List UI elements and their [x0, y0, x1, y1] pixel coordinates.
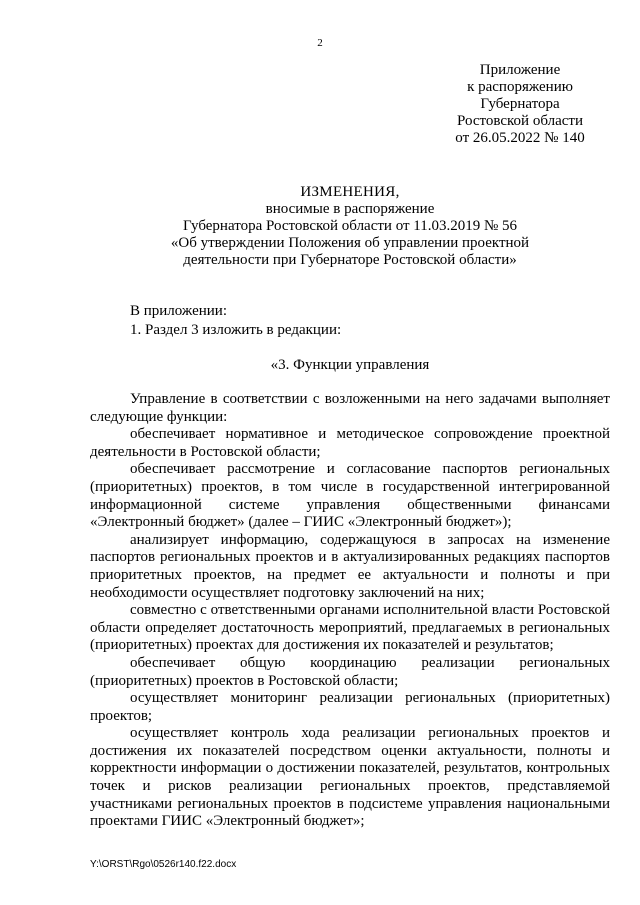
document-title-block — [90, 184, 610, 269]
title-line: деятельности при Губернаторе Ростовской области» — [183, 252, 517, 268]
appendix-line: к распоряжению — [467, 79, 573, 95]
appendix-line: Губернатора — [480, 96, 560, 112]
body-text — [90, 391, 610, 831]
appendix-line: Ростовской области — [457, 113, 583, 129]
paragraph: обеспечивает общую координацию реализации региональных (приоритетных) проектов в Ростовской области; — [90, 654, 610, 689]
paragraph: обеспечивает рассмотрение и согласование паспортов региональных (приоритетных) проектов, в том числе в государственной интегрированной информационной системе управления общественными финансами «Электронный бюджет» (далее – ГИИС «Электронный бюджет»); — [90, 461, 610, 531]
title-line: Губернатора Ростовской области от 11.03.2019 № 56 — [182, 218, 518, 234]
paragraph: анализирует информацию, содержащуюся в запросах на изменение паспортов региональных проектов и в актуализированных редакциях паспортов приоритетных проектов, на предмет ее актуальности и полноты и при необходимости осуществляет подготовку заключений на них; — [90, 531, 610, 601]
appendix-block — [440, 62, 600, 147]
appendix-line: от 26.05.2022 № 140 — [455, 130, 585, 146]
intro-line: В приложении: — [130, 303, 227, 319]
intro-block — [90, 302, 610, 340]
title-line: вносимые в распоряжение — [265, 201, 435, 217]
paragraph: обеспечивает нормативное и методическое сопровождение проектной деятельности в Ростовской области; — [90, 426, 610, 460]
paragraph: совместно с ответственными органами исполнительной власти Ростовской области определяет достаточность мероприятий, предлагаемых в региональных (приоритетных) проектах для достижения их показателей и результатов; — [90, 602, 610, 654]
paragraph: Управление в соответствии с возложенными на него задачами выполняет следующие функции: — [90, 391, 610, 425]
title-line: «Об утверждении Положения об управлении проектной — [170, 235, 530, 251]
appendix-line: Приложение — [479, 62, 561, 78]
page-number: 2 — [317, 37, 323, 49]
footer-file-path: Y:\ORST\Rgo\0526r140.f22.docx — [90, 859, 237, 870]
section-title: «3. Функции управления — [270, 357, 430, 373]
paragraph: осуществляет мониторинг реализации региональных (приоритетных) проектов; — [90, 690, 610, 724]
document-heading: ИЗМЕНЕНИЯ, — [300, 184, 400, 200]
paragraph: осуществляет контроль хода реализации региональных проектов и достижения их показателей посредством оценки актуальности, полноты и корректности информации о достижении показателей, результатов, контрольных точек и рисков реализации региональных проектов, представляемой участниками региональных проектов в подсистеме управления национальными проектами ГИИС «Электронный бюджет»; — [90, 725, 610, 830]
intro-line: 1. Раздел 3 изложить в редакции: — [130, 322, 342, 338]
